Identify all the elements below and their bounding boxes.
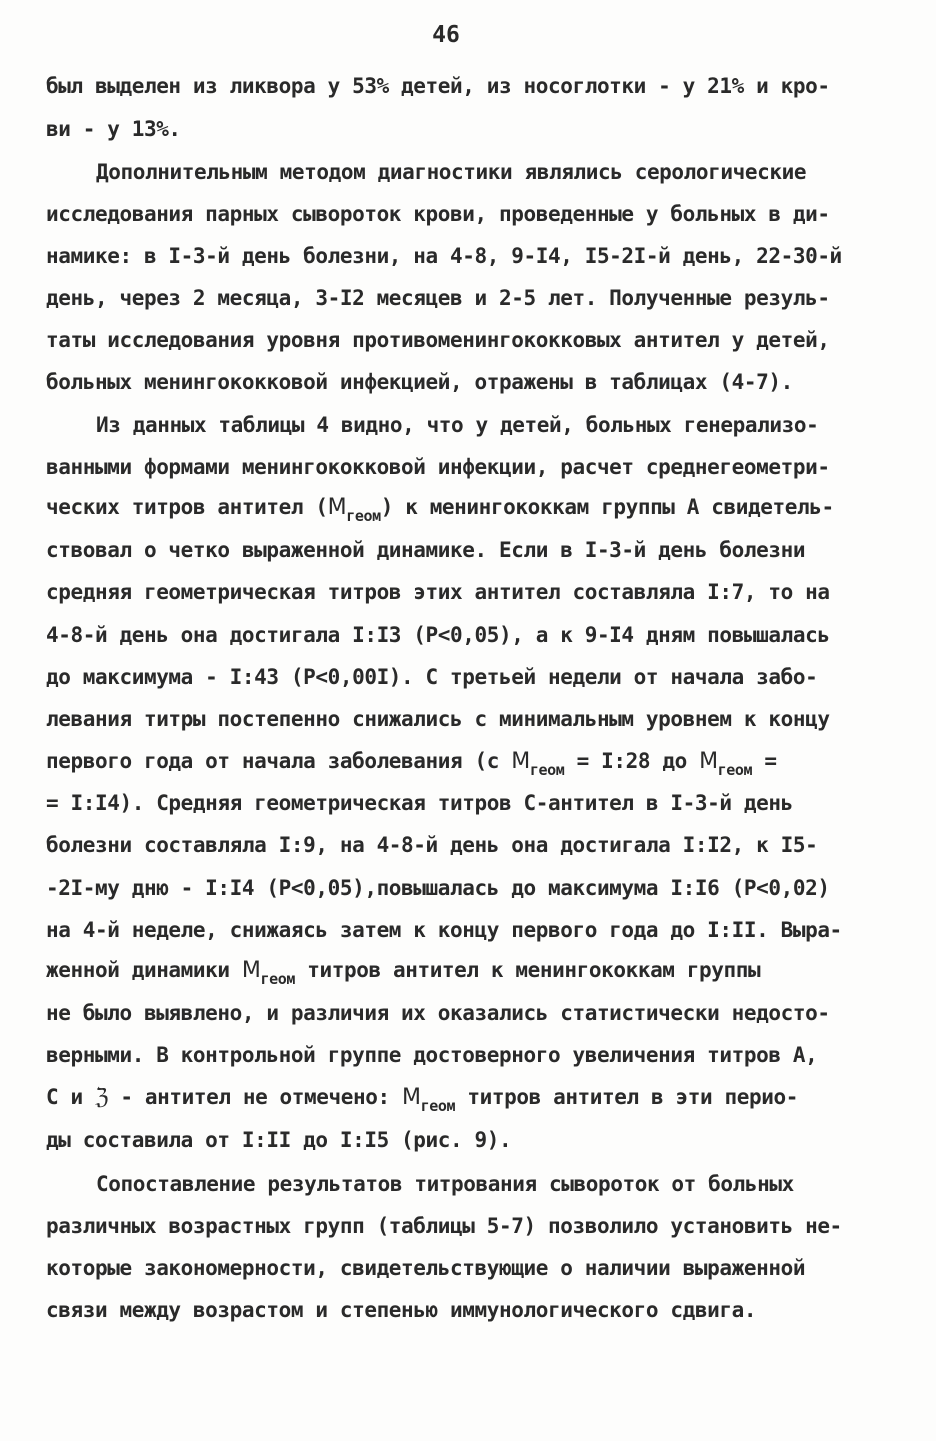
geom-subscript: геом — [260, 970, 296, 988]
text-line: связи между возрастом и степенью иммунологического сдвига. — [46, 1298, 757, 1322]
text-line: -2I-му дню - I:I4 (Р<0,05),повышалась до максимума I:I6 (Р<0,02) — [46, 876, 830, 900]
geom-subscript: геом — [529, 761, 565, 779]
text-fragment: = — [752, 749, 777, 773]
text-line: ви - у 13%. — [46, 117, 181, 141]
geom-subscript: геом — [717, 761, 753, 779]
text-line: таты исследования уровня противоменингококковых антител у детей, — [46, 328, 830, 352]
text-line: различных возрастных групп (таблицы 5-7) позволило установить не- — [46, 1214, 842, 1238]
text-line: больных менингококковой инфекцией, отражены в таблицах (4-7). — [46, 370, 793, 394]
page-number: 46 — [432, 22, 460, 48]
text-fragment: = I:28 до — [564, 749, 700, 773]
m-symbol: M — [511, 749, 530, 774]
text-fragment: первого года от начала заболевания (с — [46, 749, 512, 773]
text-line: левания титры постепенно снижались с минимальным уровнем к концу — [46, 707, 830, 731]
text-fragment: С и — [46, 1085, 95, 1109]
text-line: был выделен из ликвора у 53% детей, из носоглотки - у 21% и кро- — [46, 74, 830, 98]
text-line: не было выявлено, и различия их оказались статистически недосто- — [46, 1001, 830, 1025]
m-symbol: M — [241, 958, 261, 983]
text-fragment: титров антител в эти перио- — [455, 1085, 798, 1109]
paragraph-first-line: Сопоставление результатов титрования сывороток от больных — [96, 1172, 794, 1196]
text-fragment: женной динамики — [46, 958, 242, 982]
text-line — [46, 955, 760, 987]
text-fragment: ) к менингококкам группы А свидетель- — [380, 495, 834, 519]
text-line: ванными формами менингококковой инфекции, расчет среднегеометри- — [46, 455, 830, 479]
text-line: 4-8-й день она достигала I:I3 (Р<0,05), а к 9-I4 дням повышалась — [46, 623, 830, 647]
zeta-symbol: ℨ — [94, 1085, 109, 1110]
text-line: исследования парных сывороток крови, проведенные у больных в ди- — [46, 202, 830, 226]
m-symbol: M — [402, 1085, 421, 1110]
text-line: верными. В контрольной группе достоверного увеличения титров А, — [46, 1043, 818, 1067]
text-line: день, через 2 месяца, 3-I2 месяцев и 2-5 лет. Полученные резуль- — [46, 286, 830, 310]
m-symbol: M — [327, 495, 347, 520]
text-line: на 4-й неделе, снижаясь затем к концу первого года до I:II. Выра- — [46, 918, 842, 942]
text-line — [46, 492, 834, 524]
text-line: = I:I4). Средняя геометрическая титров С-антител в I-3-й день — [46, 791, 793, 815]
text-line: которые закономерности, свидетельствующие о наличии выраженной — [46, 1256, 806, 1280]
paragraph-first-line: Дополнительным методом диагностики являлись серологические — [96, 160, 807, 184]
paragraph-first-line: Из данных таблицы 4 видно, что у детей, больных генерализо- — [96, 413, 819, 437]
text-line: средняя геометрическая титров этих антител составляла I:7, то на — [46, 580, 830, 604]
text-line — [46, 1082, 798, 1114]
text-line: до максимума - I:43 (Р<0,00I). С третьей недели от начала забо- — [46, 665, 818, 689]
text-fragment: ческих титров антител ( — [46, 495, 328, 519]
text-line: болезни составляла I:9, на 4-8-й день она достигала I:I2, к I5- — [46, 833, 818, 857]
text-line: ды составила от I:II до I:I5 (рис. 9). — [46, 1128, 512, 1152]
geom-subscript: геом — [346, 507, 381, 525]
m-symbol: M — [699, 749, 718, 774]
text-fragment: титров антител к менингококкам группы — [295, 958, 761, 982]
text-line: намике: в I-3-й день болезни, на 4-8, 9-I4, I5-2I-й день, 22-30-й — [46, 244, 842, 268]
text-line: ствовал о четко выраженной динамике. Если в I-3-й день болезни — [46, 538, 806, 562]
text-line — [46, 746, 777, 778]
geom-subscript: геом — [420, 1097, 456, 1115]
text-fragment: - антител не отмечено: — [108, 1085, 402, 1109]
